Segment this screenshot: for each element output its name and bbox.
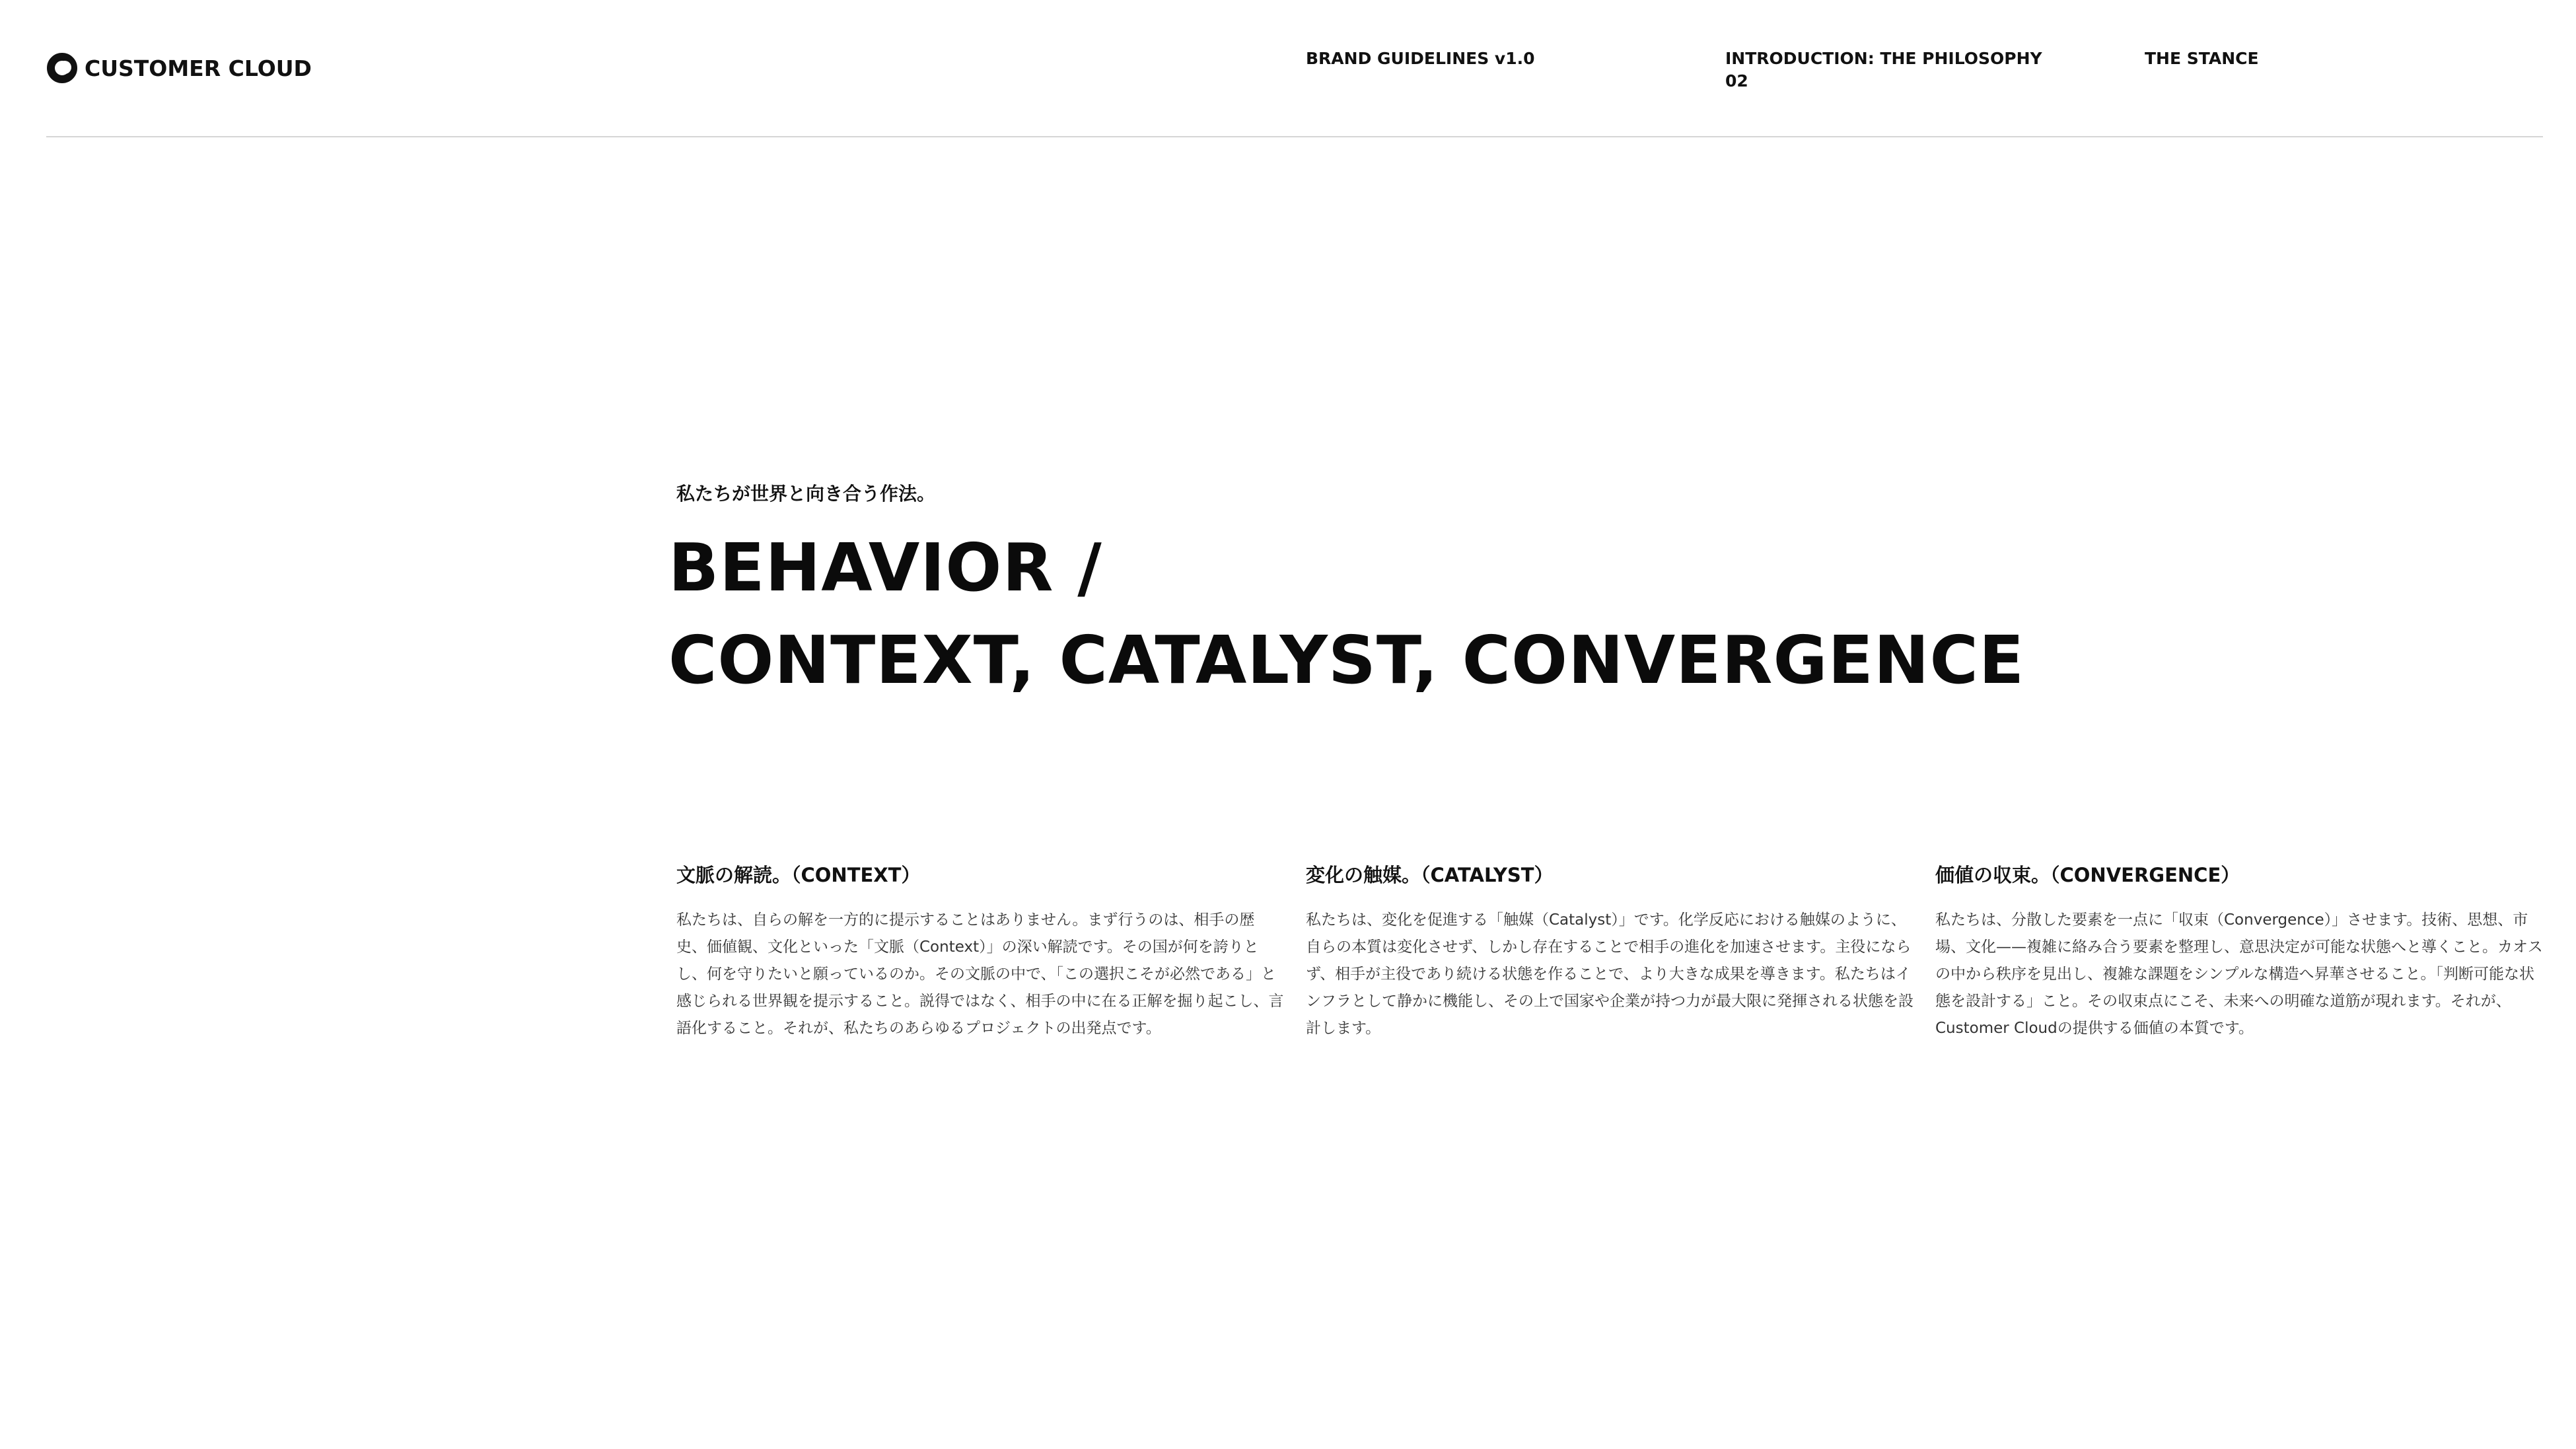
page-header	[0, 0, 2576, 137]
column-convergence-body: 私たちは、分散した要素を一点に「収束（Convergence）」させます。技術、思想、市場、文化——複雑に絡み合う要素を整理し、意思決定が可能な状態へと導くこと。カオスの中から秩序を見出し、複雑な課題をシンプルな構造へ昇華させること。「判断可能な状態を設計する」こと。その収束点にこそ、未来への明確な道筋が現れます。それが、Customer Cloudの提供する価値の本質です。	[1935, 911, 2543, 1037]
column-context-body: 私たちは、自らの解を一方的に提示することはありません。まず行うのは、相手の歴史、価値観、文化といった「文脈（Context）」の深い解読です。その国が何を誇りとし、何を守りたいと願っているのか。その文脈の中で、「この選択こそが必然である」と感じられる世界観を提示すること。説得ではなく、相手の中に在る正解を掘り起こし、言語化すること。それが、私たちのあらゆるプロジェクトの出発点です。	[676, 911, 1284, 1037]
nav-the-stance[interactable]	[2145, 48, 2259, 70]
ring-logo-icon	[46, 52, 78, 84]
nav-introduction-label: INTRODUCTION: THE PHILOSOPHY	[1725, 49, 2042, 68]
nav-the-stance-label: THE STANCE	[2145, 49, 2259, 68]
column-convergence-heading: 価値の収束。（CONVERGENCE）	[1935, 864, 2240, 886]
nav-introduction[interactable]	[1725, 48, 2042, 92]
header-divider	[46, 136, 2543, 137]
nav-brand-guidelines[interactable]	[1306, 48, 1535, 70]
hero-eyebrow: 私たちが世界と向き合う作法。	[676, 483, 936, 505]
page-title	[668, 522, 2024, 707]
column-catalyst-heading: 変化の触媒。（CATALYST）	[1306, 864, 1554, 886]
brand-name: CUSTOMER CLOUD	[85, 55, 312, 81]
column-context-heading: 文脈の解読。（CONTEXT）	[676, 864, 921, 886]
page-title-line-2: CONTEXT, CATALYST, CONVERGENCE	[668, 621, 2025, 699]
column-catalyst	[1306, 861, 1914, 1042]
column-convergence	[1935, 861, 2543, 1042]
brand-logo[interactable]	[46, 52, 312, 85]
column-context	[676, 861, 1284, 1042]
page-title-line-1: BEHAVIOR /	[668, 529, 1102, 606]
column-catalyst-body: 私たちは、変化を促進する「触媒（Catalyst）」です。化学反応における触媒のように、自らの本質は変化させず、しかし存在することで相手の進化を加速させます。主役にならず、相手が主役であり続ける状態を作ることで、より大きな成果を導きます。私たちはインフラとして静かに機能し、その上で国家や企業が持つ力が最大限に発揮される状態を設計します。	[1306, 911, 1914, 1037]
nav-introduction-number: 02	[1725, 71, 1748, 90]
nav-brand-guidelines-label: BRAND GUIDELINES v1.0	[1306, 49, 1535, 68]
